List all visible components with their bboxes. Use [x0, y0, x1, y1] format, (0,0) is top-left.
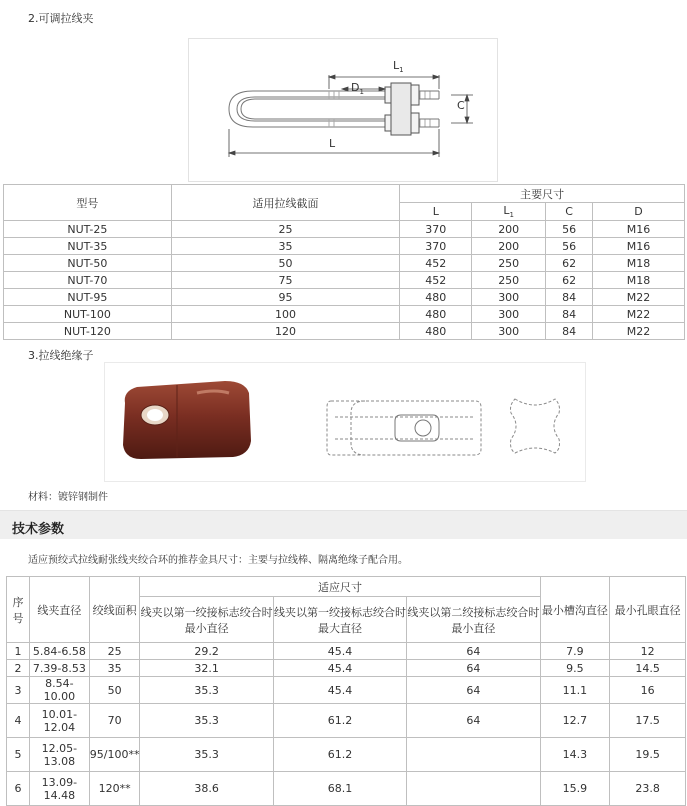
cell-model: NUT-100 [4, 306, 172, 323]
cell-L: 370 [400, 238, 472, 255]
cell-C: 84 [546, 306, 593, 323]
table-row [4, 255, 685, 272]
dim-label-C: C [457, 99, 465, 112]
insulator-cross-section [505, 393, 565, 459]
cell-c1: 35.3 [140, 677, 273, 704]
cell-groove: 12.7 [540, 704, 610, 738]
param-table [6, 576, 686, 806]
cell-c1: 32.1 [140, 660, 273, 677]
section-2-title: 2.可调拉线夹 [28, 12, 94, 25]
cell-c2: 68.1 [273, 772, 406, 806]
header-D: D [593, 203, 685, 221]
cell-model: NUT-35 [4, 238, 172, 255]
table-row [4, 306, 685, 323]
cell-c2: 45.4 [273, 677, 406, 704]
cell-model: NUT-70 [4, 272, 172, 289]
section-3-title: 3.拉线绝缘子 [28, 349, 94, 362]
cell-seq: 6 [7, 772, 30, 806]
cell-L: 480 [400, 289, 472, 306]
cell-model: NUT-25 [4, 221, 172, 238]
cell-L: 370 [400, 221, 472, 238]
cell-L1: 200 [472, 221, 546, 238]
cell-D: M16 [593, 238, 685, 255]
cell-L: 452 [400, 272, 472, 289]
cell-groove: 15.9 [540, 772, 610, 806]
table-row [4, 221, 685, 238]
cell-hole: 16 [610, 677, 686, 704]
cell-C: 84 [546, 289, 593, 306]
cell-c1: 35.3 [140, 738, 273, 772]
cell-c1: 29.2 [140, 643, 273, 660]
insulator-figure [104, 362, 586, 482]
cell-section: 25 [171, 221, 400, 238]
cell-C: 56 [546, 221, 593, 238]
header-seq: 序号 [7, 577, 30, 643]
header-c3: 线夹以第二绞接标志绞合时最小直径 [407, 597, 540, 643]
cell-c3 [407, 772, 540, 806]
table-row [4, 272, 685, 289]
header-C: C [546, 203, 593, 221]
cell-groove: 9.5 [540, 660, 610, 677]
header-section: 适用拉线截面 [171, 185, 400, 221]
cell-area: 70 [89, 704, 140, 738]
table-row [7, 704, 686, 738]
cell-section: 35 [171, 238, 400, 255]
tech-header-bar [0, 510, 687, 539]
cell-seq: 1 [7, 643, 30, 660]
cell-L1: 300 [472, 289, 546, 306]
cell-section: 75 [171, 272, 400, 289]
clamp-drawing-svg [189, 39, 497, 181]
cell-groove: 14.3 [540, 738, 610, 772]
cell-L1: 250 [472, 255, 546, 272]
cell-dia: 13.09-14.48 [29, 772, 89, 806]
cell-L1: 250 [472, 272, 546, 289]
cell-area: 120** [89, 772, 140, 806]
cell-hole: 19.5 [610, 738, 686, 772]
cell-c2: 45.4 [273, 660, 406, 677]
cell-D: M22 [593, 306, 685, 323]
header-L: L [400, 203, 472, 221]
cell-dia: 5.84-6.58 [29, 643, 89, 660]
dim-label-L1: $L_1$ [393, 59, 404, 75]
cell-L: 480 [400, 323, 472, 340]
cell-hole: 17.5 [610, 704, 686, 738]
cell-section: 50 [171, 255, 400, 272]
cell-C: 62 [546, 255, 593, 272]
header-main-dimensions: 主要尺寸 [400, 185, 685, 203]
dim-label-L: L [329, 137, 336, 150]
header-groove: 最小槽沟直径 [540, 577, 610, 643]
table-row [7, 643, 686, 660]
cell-section: 120 [171, 323, 400, 340]
table-row [7, 677, 686, 704]
cell-model: NUT-120 [4, 323, 172, 340]
cell-groove: 11.1 [540, 677, 610, 704]
tech-title: 技术参数 [12, 522, 65, 537]
cell-hole: 14.5 [610, 660, 686, 677]
cell-C: 56 [546, 238, 593, 255]
tech-note: 适应预绞式拉线耐张线夹绞合环的推荐金具尺寸：主要与拉线棒、隔离绝缘子配合用。 [28, 555, 408, 566]
cell-model: NUT-50 [4, 255, 172, 272]
insulator-side-drawing [325, 393, 485, 463]
cell-area: 25 [89, 643, 140, 660]
cell-seq: 3 [7, 677, 30, 704]
cell-section: 95 [171, 289, 400, 306]
cell-area: 35 [89, 660, 140, 677]
cell-dia: 7.39-8.53 [29, 660, 89, 677]
cell-c3: 64 [407, 643, 540, 660]
cell-section: 100 [171, 306, 400, 323]
cell-seq: 5 [7, 738, 30, 772]
cell-area: 95/100** [89, 738, 140, 772]
cell-L1: 300 [472, 306, 546, 323]
cell-c1: 35.3 [140, 704, 273, 738]
cell-L: 452 [400, 255, 472, 272]
table-row [4, 289, 685, 306]
cell-D: M22 [593, 323, 685, 340]
cell-hole: 12 [610, 643, 686, 660]
cell-area: 50 [89, 677, 140, 704]
cell-seq: 4 [7, 704, 30, 738]
cell-model: NUT-95 [4, 289, 172, 306]
header-diameter: 线夹直径 [29, 577, 89, 643]
header-area: 绞线面积 [89, 577, 140, 643]
cell-hole: 23.8 [610, 772, 686, 806]
cell-D: M18 [593, 272, 685, 289]
table-row [4, 238, 685, 255]
header-model: 型号 [4, 185, 172, 221]
cell-c1: 38.6 [140, 772, 273, 806]
cell-D: M16 [593, 221, 685, 238]
cell-groove: 7.9 [540, 643, 610, 660]
cell-C: 62 [546, 272, 593, 289]
material-note: 材料：镀锌钢制件 [28, 492, 108, 503]
cell-c3: 64 [407, 704, 540, 738]
cell-c2: 61.2 [273, 704, 406, 738]
clamp-drawing [188, 38, 498, 182]
table-row [7, 660, 686, 677]
header-c2: 线夹以第一绞接标志绞合时最大直径 [273, 597, 406, 643]
clamp-size-table [3, 184, 685, 340]
cell-c3: 64 [407, 660, 540, 677]
cell-L1: 300 [472, 323, 546, 340]
cell-D: M18 [593, 255, 685, 272]
cell-dia: 8.54-10.00 [29, 677, 89, 704]
cell-L: 480 [400, 306, 472, 323]
header-L1: $L_1$ [472, 203, 546, 221]
cell-c2: 45.4 [273, 643, 406, 660]
table-row [7, 738, 686, 772]
cell-C: 84 [546, 323, 593, 340]
header-c1: 线夹以第一绞接标志绞合时最小直径 [140, 597, 273, 643]
table-row [4, 323, 685, 340]
cell-D: M22 [593, 289, 685, 306]
cell-c2: 61.2 [273, 738, 406, 772]
dim-label-D1: $D_1$ [351, 81, 364, 97]
header-fit: 适应尺寸 [140, 577, 540, 597]
cell-c3: 64 [407, 677, 540, 704]
cell-dia: 10.01-12.04 [29, 704, 89, 738]
table-row [7, 772, 686, 806]
cell-L1: 200 [472, 238, 546, 255]
header-hole: 最小孔眼直径 [610, 577, 686, 643]
cell-dia: 12.05-13.08 [29, 738, 89, 772]
cell-seq: 2 [7, 660, 30, 677]
cell-c3 [407, 738, 540, 772]
